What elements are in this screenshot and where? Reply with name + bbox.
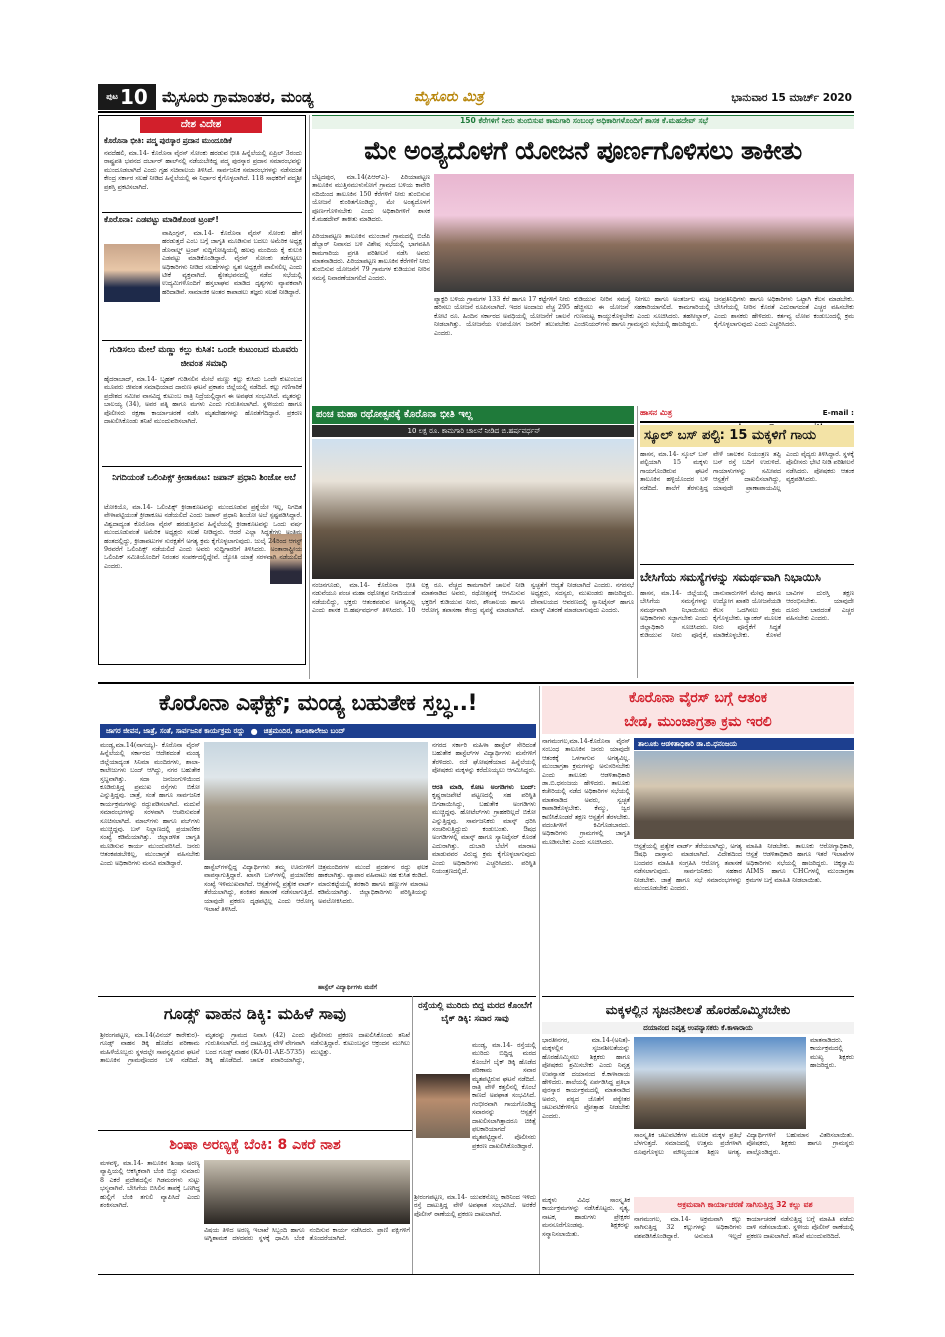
top-story-col4: ಜನಪ್ರತಿನಿಧಿಗಳು ಹಾಗೂ ಅಧಿಕಾರಿಗಳು ಒಟ್ಟಾಗಿ ಕೆಲಸ ಮಾಡಬೇಕು. ಬೇಸಿಗೆಯಲ್ಲಿ ನೀರಿನ ಕೊರತೆ ಎದುರಾಗದಂತೆ ಎಚ್ಚರ ವಹಿಸಬೇಕು ಎಂದು ಶಾಸಕರು ಹೇಳಿದರು. ಕರ್ತವ್ಯ ಲೋಪ ಕಂಡುಬಂದಲ್ಲಿ ಕ್ರಮ ಕೈಗೊಳ್ಳಲಾಗುವುದು ಎಂದು ಎಚ್ಚರಿಸಿದರು. xyxy=(714,296,854,329)
column-rule xyxy=(539,686,540,1274)
top-story-col1: ಬೆಟ್ಟದಪುರ, ಮಾ.14(ಪಿಆರ್‌ಎ)- ಪಿರಿಯಾಪಟ್ಟಣ ತಾಲೂಕಿನ ಮುತ್ತಿನಮುಳುಸೋಗೆ ಗ್ರಾಮದ ಬಳಿಯ ಕಾವೇರಿ ನದಿಯಿಂದ ತಾಲೂಕಿನ 150 ಕೆರೆಗಳಿಗೆ ನೀರು ತುಂಬಿಸುವ ಯೋಜನೆ ಕುಂಠಿತಗೊಂಡಿದ್ದು, ಮೇ ಅಂತ್ಯದೊಳಗೆ ಪೂರ್ಣಗೊಳಿಸಬೇಕು ಎಂದು ಅಧಿಕಾರಿಗಳಿಗೆ ಶಾಸಕ ಕೆ.ಮಹದೇವ್ ತಾಕೀತು ಮಾಡಿದರು. ಪಿರಿಯಾಪಟ್ಟಣ ತಾಲೂಕಿನ ಮುಂಜಾನೆ ಗ್ರಾಮದಲ್ಲಿ ಬಿಜೆಪಿ ಹೆಬ್ಬಾರ್ ನಿವಾಸದ ಬಳಿ ವಿಶೇಷ ಸಭೆಯಲ್ಲಿ ಭಾಗವಹಿಸಿ ಕಾಮಗಾರಿಯ ಪ್ರಗತಿ ಪರಿಶೀಲನೆ ನಡೆಸಿ ಅವರು ಮಾತನಾಡಿದರು. ಪಿರಿಯಾಪಟ್ಟಣ ತಾಲೂಕಿನ ಕೆರೆಗಳಿಗೆ ನೀರು ತುಂಬಿಸುವ ಯೋಜನೆಗೆ 79 ಗ್ರಾಮಗಳ ಕುಡಿಯುವ ನೀರಿನ ಸಮಸ್ಯೆ ನಿವಾರಣೆಯಾಗಲಿದೆ ಎಂದರು. xyxy=(312,174,430,282)
hassan-text2: ಹಾಸನ, ಮಾ.14- ಜಿಲ್ಲೆಯಲ್ಲಿ ಬೇಸಿಗೆಯ ಸಮಸ್ಯೆಗಳನ್ನು ಸಮರ್ಥವಾಗಿ ನಿಭಾಯಿಸಲು ಅಧಿಕಾರಿಗಳು ಸಜ್ಜಾಗಬೇಕು ಎಂದು ಜಿಲ್ಲಾಧಿಕಾರಿ ಸೂಚಿಸಿದರು. ಕುಡಿಯುವ ನೀರು ಪೂರೈಕೆ, ಜಾನುವಾರುಗಳಿಗೆ ಮೇವು ಹಾಗೂ ಉದ್ಯೋಗ ಖಾತರಿ ಯೋಜನೆಯಡಿ ಕೆಲಸ ಒದಗಿಸಲು ಕ್ರಮ ಕೈಗೊಳ್ಳಬೇಕು. ಟ್ಯಾಂಕರ್ ಮೂಲಕ ನೀರು ಪೂರೈಕೆಗೆ ಸಿದ್ಧತೆ ಮಾಡಿಕೊಳ್ಳಬೇಕು. ಕೊಳವೆ ಬಾವಿಗಳ ದುರಸ್ತಿ ತಕ್ಷಣ ಆರಂಭಿಸಬೇಕು. ಯಾವುದೇ ದೂರು ಬಾರದಂತೆ ಎಚ್ಚರ ವಹಿಸಬೇಕು ಎಂದರು. xyxy=(640,590,854,640)
desha-item2-text: ವಾಷಿಂಗ್ಟನ್, ಮಾ.14- ಕೊರೊನಾ ವೈರಸ್ ಸೋಂಕು ಹೇಗೆ ಹರಡುತ್ತದೆ ಎಂಬ ಬಗ್ಗೆ ಜಾಗೃತಿ ಮೂಡಿಸುವ ಬದಲು ಅಮೆರಿಕ ಅಧ್ಯಕ್ಷ ಡೊನಾಲ್ಡ್ ಟ್ರಂಪ್ ಸುದ್ದಿಗೋಷ್ಠಿಯಲ್ಲಿ ಹಲವು ಮಂದಿಯ ಕೈ ಕುಲುಕಿ ಎಡವಟ್ಟು ಮಾಡಿಕೊಂಡಿದ್ದಾರೆ. ವೈರಸ್ ಸೋಂಕು ತಡೆಗಟ್ಟಲು ಅಧಿಕಾರಿಗಳು ನೀಡಿದ ಸಲಹೆಗಳನ್ನು ಸ್ವತಃ ಅಧ್ಯಕ್ಷರೇ ಪಾಲಿಸಲಿಲ್ಲ ಎಂದು ಟೀಕೆ ವ್ಯಕ್ತವಾಗಿದೆ. ಶ್ವೇತಭವನದಲ್ಲಿ ನಡೆದ ಸಭೆಯಲ್ಲಿ ಉದ್ಯಮಿಗಳೊಂದಿಗೆ ಹಸ್ತಲಾಘವ ಮಾಡಿದ ದೃಶ್ಯಗಳು ವ್ಯಾಪಕವಾಗಿ ಹರಿದಾಡಿವೆ. ಸಾಮಾಜಿಕ ಅಂತರ ಕಾಪಾಡಲು ತಜ್ಞರು ಸಲಹೆ ನೀಡಿದ್ದಾರೆ. xyxy=(162,230,302,296)
mandya-col4: ನಗರದ ಸರ್ಕಾರಿ ಮಹಿಳಾ ಹಾಸ್ಟೆಲ್ ಸೇರಿದಂತೆ ಬಹುತೇಕ ಹಾಸ್ಟೆಲ್‌ಗಳ ವಿದ್ಯಾರ್ಥಿಗಳು ಮನೆಗಳಿಗೆ ತೆರಳಿದರು. ರಜೆ ಘೋಷಣೆಯಾದ ಹಿನ್ನೆಲೆಯಲ್ಲಿ ಪೋಷಕರು ಮಕ್ಕಳನ್ನು ಕರೆದೊಯ್ಯಲು ಆಗಮಿಸಿದ್ದರು. ಆರತಿ ಮಾಡಿ, ಕೋಟ ಅಂಗಡಿಗಳು ಬಂದ್: ಕೃಷ್ಣರಾಜಪೇಟೆ ಪಟ್ಟಣದಲ್ಲಿ ಸಹ ಪರಿಸ್ಥಿತಿ ಬಿಗಡಾಯಿಸಿದ್ದು, ಬಹುತೇಕ ಅಂಗಡಿಗಳು ಮುಚ್ಚಿದ್ದವು. ಹೋಟೆಲ್‌ಗಳು ಗ್ರಾಹಕರಿಲ್ಲದೆ ಬಿಕೋ ಎನ್ನುತ್ತಿದ್ದವು. ಸಾರ್ವಜನಿಕರು ಮಾಸ್ಕ್ ಧರಿಸಿ ಸಂಚರಿಸುತ್ತಿದ್ದುದು ಕಂಡುಬಂತು. ಔಷಧ ಅಂಗಡಿಗಳಲ್ಲಿ ಮಾಸ್ಕ್ ಹಾಗೂ ಸ್ಯಾನಿಟೈಸರ್ ಕೊರತೆ ಎದುರಾಗಿತ್ತು. ದುಬಾರಿ ಬೆಲೆಗೆ ಮಾರಾಟ ಮಾಡುವವರ ವಿರುದ್ಧ ಕ್ರಮ ಕೈಗೊಳ್ಳಲಾಗುವುದು ಎಂದು ಅಧಿಕಾರಿಗಳು ಎಚ್ಚರಿಸಿದರು. ಪರಿಸ್ಥಿತಿ ನಿಯಂತ್ರಣದಲ್ಲಿದೆ. xyxy=(432,742,536,876)
header-rule xyxy=(98,111,854,113)
creativity-col3: ಸಾಂಸ್ಕೃತಿಕ ಚಟುವಟಿಕೆಗಳ ಮೂಲಕ ಮಕ್ಕಳ ಪ್ರತಿಭೆ ಬೆಳಗುತ್ತದೆ. ಸಮಾಜದಲ್ಲಿ ಉತ್ತಮ ಪ್ರಜೆಗಳಾಗಿ ರೂಪುಗೊಳ್ಳಲು ಮೌಲ್ಯಯುತ ಶಿಕ್ಷಣ ಅಗತ್ಯ. ವಿದ್ಯಾರ್ಥಿಗಳಿಗೆ ಬಹುಮಾನ ವಿತರಿಸಲಾಯಿತು. ಪೋಷಕರು, ಶಿಕ್ಷಕರು ಹಾಗೂ ಗ್ರಾಮಸ್ಥರು ಪಾಲ್ಗೊಂಡಿದ್ದರು. xyxy=(634,1132,854,1156)
top-story-col2: ಪ್ಯಾಕ್ಟರಿ ಬಳಿಯ ಗ್ರಾಮಗಳ 133 ಕೆರೆ ಹಾಗೂ 17 ಕಟ್ಟೆಗಳಿಗೆ ನೀರು ಹರಿಸಲು ಯೋಜನೆ ರೂಪಿಸಲಾಗಿದೆ. ಇದರ ಅಂದಾಜು ವೆಚ್ಚ 295 ಕೋಟಿ ರೂ. ಹಿಂದಿನ ಸರ್ಕಾರದ ಅವಧಿಯಲ್ಲಿ ಯೋಜನೆಗೆ ಚಾಲನೆ ನೀಡಲಾಗಿತ್ತು. ಯೋಜನೆಯ ಉಪಯೋಗ ಜನರಿಗೆ ತಲುಪಬೇಕು ಎಂದರು. xyxy=(434,296,570,337)
desha-item4-text: ಟೋಕಿಯೊ, ಮಾ.14- ಒಲಿಂಪಿಕ್ಸ್ ಕ್ರೀಡಾಕೂಟವನ್ನು ಮುಂದೂಡುವ ಪ್ರಶ್ನೆಯೇ ಇಲ್ಲ, ನಿಗದಿತ ವೇಳಾಪಟ್ಟಿಯಂತೆ ಕ್ರೀಡಾಕೂಟ ನಡೆಯಲಿದೆ ಎಂದು ಜಪಾನ್ ಪ್ರಧಾನಿ ಶಿಂಜೋ ಅಬೆ ಸ್ಪಷ್ಟಪಡಿಸಿದ್ದಾರೆ. ವಿಶ್ವದಾದ್ಯಂತ ಕೊರೊನಾ ವೈರಸ್ ಹರಡುತ್ತಿರುವ ಹಿನ್ನೆಲೆಯಲ್ಲಿ ಕ್ರೀಡಾಕೂಟವನ್ನು ಒಂದು ವರ್ಷ ಮುಂದೂಡುವಂತೆ ಅಮೆರಿಕ ಅಧ್ಯಕ್ಷರು ಸಲಹೆ ನೀಡಿದ್ದರು. ಆದರೆ ಎಲ್ಲಾ ಸಿದ್ಧತೆಗಳು ಅಂತಿಮ ಹಂತದಲ್ಲಿದ್ದು, ಕ್ರೀಡಾಪಟುಗಳ ಸುರಕ್ಷತೆಗೆ ಅಗತ್ಯ ಕ್ರಮ ಕೈಗೊಳ್ಳಲಾಗುವುದು. ಜುಲೈ 24ರಿಂದ ಆಗಸ್ಟ್ 9ರವರೆಗೆ ಒಲಿಂಪಿಕ್ಸ್ ನಡೆಯಲಿದೆ ಎಂದು ಅವರು ಸುದ್ದಿಗಾರರಿಗೆ ತಿಳಿಸಿದರು. ಅಂತಾರಾಷ್ಟ್ರೀಯ ಒಲಿಂಪಿಕ್ ಸಮಿತಿಯೊಂದಿಗೆ ನಿರಂತರ ಸಂಪರ್ಕದಲ್ಲಿದ್ದೇವೆ. ಜ್ಯೋತಿ ಯಾತ್ರೆ ಸರಳವಾಗಿ ನಡೆಯಲಿದೆ ಎಂದರು. xyxy=(104,504,302,570)
road-accident-headline: ರಸ್ತೆಯಲ್ಲಿ ಮುರಿದು ಬಿದ್ದ ಮರದ ಕೊಂಬೆಗೆ ಬೈಕ್ ಡಿಕ್ಕಿ: ಸವಾರ ಸಾವು xyxy=(418,1000,532,1023)
festival-sub: 10 ಲಕ್ಷ ರೂ. ಕಾಮಗಾರಿ ಚಾಲನೆ ನೀಡಿದ ಬಿ.ಹರ್ಷವರ್ಧನ್ xyxy=(407,427,541,435)
column-rule xyxy=(309,115,310,679)
issue-date: ಭಾನುವಾರ 15 ಮಾರ್ಚ್ 2020 xyxy=(731,92,852,104)
divider xyxy=(640,564,854,565)
newspaper-page xyxy=(96,84,856,1274)
festival-headline: ಪಂಚ ಮಹಾ ರಥೋತ್ಸವಕ್ಕೆ ಕೊರೊನಾ ಭೀತಿ ಇಲ್ಲ xyxy=(316,409,473,420)
top-story-kicker: 150 ಕೆರೆಗಳಿಗೆ ನೀರು ತುಂಬಿಸುವ ಕಾಮಗಾರಿ ಸಂಬಂಧ ಅಧಿಕಾರಿಗಳೊಂದಿಗೆ ಶಾಸಕ ಕೆ.ಮಹದೇವ್ ಸಭೆ xyxy=(459,116,709,125)
mandya-caption: ಹಾಸ್ಟೆಲ್ ವಿದ್ಯಾರ್ಥಿಗಳು ಮನೆಗೆ xyxy=(318,984,378,991)
bullet: ● xyxy=(250,726,258,736)
hassan-headline1: ಸ್ಕೂಲ್ ಬಸ್ ಪಲ್ಟಿ: 15 ಮಕ್ಕಳಿಗೆ ಗಾಯ xyxy=(644,428,817,443)
fire-headline: ಶಿಂಷಾ ಅರಣ್ಯಕ್ಕೆ ಬೆಂಕಿ: 8 ಎಕರೆ ನಾಶ xyxy=(169,1137,341,1153)
mandya-col1: ಮಂಡ್ಯ,ಮಾ.14(ನಾಗಯ್ಯ)- ಕೊರೊನಾ ವೈರಸ್ ಹಿನ್ನೆಲೆಯಲ್ಲಿ ಸರ್ಕಾರದ ಆದೇಶದಂತೆ ಮಂಡ್ಯ ಜಿಲ್ಲೆಯಾದ್ಯಂತ ಸಿನಿಮಾ ಮಂದಿರಗಳು, ಶಾಲಾ-ಕಾಲೇಜುಗಳು ಬಂದ್ ಆಗಿದ್ದು, ನಗರ ಬಹುತೇಕ ಸ್ತಬ್ಧವಾಗಿತ್ತು. ಸದಾ ಜನಜಂಗುಳಿಯಿಂದ ಕೂಡಿರುತ್ತಿದ್ದ ಪ್ರಮುಖ ರಸ್ತೆಗಳು ಬಿಕೋ ಎನ್ನುತ್ತಿದ್ದವು. ಜಾತ್ರೆ, ಸಂತೆ ಹಾಗೂ ಸಾರ್ವಜನಿಕ ಕಾರ್ಯಕ್ರಮಗಳನ್ನು ರದ್ದುಪಡಿಸಲಾಗಿದೆ. ಮದುವೆ ಸಮಾರಂಭಗಳನ್ನು ಸರಳವಾಗಿ ಆಚರಿಸುವಂತೆ ಸೂಚಿಸಲಾಗಿದೆ. ಮಾಲ್‌ಗಳು ಹಾಗೂ ಪಬ್‌ಗಳು ಮುಚ್ಚಿದ್ದವು. ಬಸ್ ನಿಲ್ದಾಣದಲ್ಲಿ ಪ್ರಯಾಣಿಕರ ಸಂಖ್ಯೆ ಕಡಿಮೆಯಾಗಿತ್ತು. ಜಿಲ್ಲಾಡಳಿತ ಜಾಗೃತಿ ಮೂಡಿಸುವ ಕಾರ್ಯ ಮುಂದುವರಿಸಿದೆ. ಜನರು ಆತಂಕಪಡಬೇಕಿಲ್ಲ, ಮುಂಜಾಗ್ರತೆ ವಹಿಸಬೇಕು ಎಂದು ಅಧಿಕಾರಿಗಳು ಮನವಿ ಮಾಡಿದ್ದಾರೆ. xyxy=(100,742,200,867)
right-corona-caption: ತಾಲೂಕು ಆಡಳಿತಾಧಿಕಾರಿ ಡಾ.ಬಿ.ಧನಂಜಯ xyxy=(638,740,738,748)
fire-text3: ಶ್ರೀರಂಗಪಟ್ಟಣ, ಮಾ.14- ಯುವಕನೊಬ್ಬ ಕಾರಿನಿಂದ ಇಳಿದು ರಸ್ತೆ ದಾಟುತ್ತಿದ್ದ ವೇಳೆ ಅಪಘಾತ ಸಂಭವಿಸಿದೆ. ಅರಕೆರೆ ಪೊಲೀಸ್ ಠಾಣೆಯಲ್ಲಿ ಪ್ರಕರಣ ದಾಖಲಾಗಿದೆ. xyxy=(414,1194,536,1218)
page-label: ಪುಟ xyxy=(106,92,118,101)
top-story-col3: ಕುಡಿಯುವ ನೀರಿನ ಸಮಸ್ಯೆ ನೀಗಲು ಹಾಗೂ ಅಂತರ್ಜಲ ಮಟ್ಟ ಹೆಚ್ಚಿಸಲು ಈ ಯೋಜನೆ ಸಹಕಾರಿಯಾಗಲಿದೆ. ಕಾಮಗಾರಿಯಲ್ಲಿ ಗುಣಮಟ್ಟ ಕಾಯ್ದುಕೊಳ್ಳಬೇಕು ಎಂದು ಸೂಚಿಸಿದರು. ತಹಸೀಲ್ದಾರ್, ಎಂಜಿನಿಯರ್‌ಗಳು ಹಾಗೂ ಗ್ರಾಮಸ್ಥರು ಸಭೆಯಲ್ಲಿ ಹಾಜರಿದ್ದರು. xyxy=(574,296,710,329)
mining-text: ನಾಗಮಂಗಲ, ಮಾ.14- ಅಕ್ರಮವಾಗಿ ಕಲ್ಲು ಸಾಗಿಸುತ್ತಿದ್ದ 32 ಕಲ್ಲುಗಳನ್ನು ಅಧಿಕಾರಿಗಳು ವಶಪಡಿಸಿಕೊಂಡಿದ್ದಾರೆ. ಅನುಮತಿ ಇಲ್ಲದೆ ಕಾರ್ಯಾಚರಣೆ ನಡೆಸುತ್ತಿದ್ದ ಬಗ್ಗೆ ಮಾಹಿತಿ ಪಡೆದು ದಾಳಿ ನಡೆಸಲಾಯಿತು. ಸ್ಥಳೀಯ ಪೊಲೀಸ್ ಠಾಣೆಯಲ್ಲಿ ಪ್ರಕರಣ ದಾಖಲಾಗಿದೆ. ತನಿಖೆ ಮುಂದುವರಿದಿದೆ. xyxy=(634,1216,854,1240)
hassan-label: ಹಾಸನ ಮಿತ್ರ xyxy=(640,408,673,417)
official-meeting-photo xyxy=(634,751,854,839)
hassan-text1: ಹಾಸನ, ಮಾ.14- ಸ್ಕೂಲ್ ಬಸ್ ಪಲ್ಟಿಯಾಗಿ 15 ಮಕ್ಕಳು ಗಾಯಗೊಂಡಿರುವ ಘಟನೆ ತಾಲೂಕಿನ ಹಳ್ಳಿಯೊಂದರ ಬಳಿ ನಡೆದಿದೆ. ಶಾಲೆಗೆ ತೆರಳುತ್ತಿದ್ದ ವೇಳೆ ಚಾಲಕನ ನಿಯಂತ್ರಣ ತಪ್ಪಿ ಬಸ್ ರಸ್ತೆ ಬದಿಗೆ ಉರುಳಿದೆ. ಗಾಯಾಳುಗಳನ್ನು ಸಮೀಪದ ಆಸ್ಪತ್ರೆಗೆ ದಾಖಲಿಸಲಾಗಿದ್ದು, ಯಾವುದೇ ಪ್ರಾಣಾಪಾಯವಿಲ್ಲ ಎಂದು ವೈದ್ಯರು ತಿಳಿಸಿದ್ದಾರೆ. ಸ್ಥಳಕ್ಕೆ ಪೊಲೀಸರು ಭೇಟಿ ನೀಡಿ ಪರಿಶೀಲನೆ ನಡೆಸಿದರು. ಪೋಷಕರು ಆತಂಕ ವ್ಯಕ್ತಪಡಿಸಿದರು. xyxy=(640,451,854,492)
mandya-strap2: ಚಿತ್ರಮಂದಿರ, ಶಾಲಾಕಾಲೇಜು ಬಂದ್ xyxy=(263,726,346,735)
goods-text: ಶ್ರೀರಂಗಪಟ್ಟಣ, ಮಾ.14(ವಿನಯ್ ಕಾರೇಕುರ)- ಗೂಡ್ಸ್ ವಾಹನ ಡಿಕ್ಕಿ ಹೊಡೆದ ಪರಿಣಾಮ ಮಹಿಳೆಯೊಬ್ಬರು ಸ್ಥಳದಲ್ಲೇ ಸಾವನ್ನಪ್ಪಿರುವ ಘಟನೆ ತಾಲೂಕಿನ ಗ್ರಾಮವೊಂದರ ಬಳಿ ನಡೆದಿದೆ. ಮೃತರನ್ನು ಗ್ರಾಮದ ನಿವಾಸಿ (42) ಎಂದು ಗುರುತಿಸಲಾಗಿದೆ. ರಸ್ತೆ ದಾಟುತ್ತಿದ್ದ ವೇಳೆ ವೇಗವಾಗಿ ಬಂದ ಗೂಡ್ಸ್ ವಾಹನ (KA-01-AE-5735) ಡಿಕ್ಕಿ ಹೊಡೆದಿದೆ. ಚಾಲಕ ಪರಾರಿಯಾಗಿದ್ದು, ಪೊಲೀಸರು ಪ್ರಕರಣ ದಾಖಲಿಸಿಕೊಂಡು ತನಿಖೆ ನಡೆಸುತ್ತಿದ್ದಾರೆ. ಕುಟುಂಬಸ್ಥರ ಆಕ್ರಂದನ ಮುಗಿಲು ಮುಟ್ಟಿತ್ತು. xyxy=(100,1032,410,1065)
right-corona-headline1: ಕೊರೊನಾ ವೈರಸ್ ಬಗ್ಗೆ ಆತಂಕ xyxy=(629,690,767,706)
creativity-photo xyxy=(634,1037,806,1129)
divider xyxy=(102,340,302,341)
divider xyxy=(542,996,854,997)
section-title: ಮೈಸೂರು ಗ್ರಾಮಾಂತರ, ಮಂಡ್ಯ xyxy=(162,88,314,106)
mid-rule xyxy=(98,682,854,684)
divider xyxy=(98,996,536,997)
hassan-headline2: ಬೇಸಿಗೆಯ ಸಮಸ್ಯೆಗಳನ್ನು ಸಮರ್ಥವಾಗಿ ನಿಭಾಯಿಸಿ xyxy=(640,570,821,584)
desha-item3-text: ಹೈದರಾಬಾದ್, ಮಾ.14- ಬೃಹತ್ ಗುಡಿಸಲಿನ ಮೇಲೆ ಮಣ್ಣು ಕಲ್ಲು ಕುಸಿದು ಒಂದೇ ಕುಟುಂಬದ ಮೂವರು ಜೀವಂತ ಸಮಾಧಿಯಾದ ದಾರುಣ ಘಟನೆ ಪ್ರಕಾಶಂ ಜಿಲ್ಲೆಯಲ್ಲಿ ನಡೆದಿದೆ. ಕಲ್ಲು ಗಣಿಗಾರಿಕೆ ಪ್ರದೇಶದ ಸಮೀಪ ವಾಸವಿದ್ದ ಕುಟುಂಬ ರಾತ್ರಿ ನಿದ್ರೆಯಲ್ಲಿದ್ದಾಗ ಈ ಅವಘಡ ಸಂಭವಿಸಿದೆ. ಮೃತರನ್ನು ಬಾಲಯ್ಯ (34), ಅವರ ಪತ್ನಿ ಹಾಗೂ ಮಗಳು ಎಂದು ಗುರುತಿಸಲಾಗಿದೆ. ಸ್ಥಳೀಯರು ಹಾಗೂ ಪೊಲೀಸರು ರಕ್ಷಣಾ ಕಾರ್ಯಾಚರಣೆ ನಡೆಸಿ ಮೃತದೇಹಗಳನ್ನು ಹೊರತೆಗೆದಿದ್ದಾರೆ. ಪ್ರಕರಣ ದಾಖಲಿಸಿಕೊಂಡು ತನಿಖೆ ಮುಂದುವರಿಸಲಾಗಿದೆ. xyxy=(104,376,302,426)
creativity-col2: ಮಾತನಾಡಿದರು. ಕಾರ್ಯಕ್ರಮದಲ್ಲಿ ಮುಖ್ಯ ಶಿಕ್ಷಕರು ಹಾಜರಿದ್ದರು. xyxy=(810,1037,854,1070)
road-accident-text: ಮಂಡ್ಯ, ಮಾ.14- ರಸ್ತೆಯಲ್ಲಿ ಮುರಿದು ಬಿದ್ದಿದ್ದ ಮರದ ಕೊಂಬೆಗೆ ಬೈಕ್ ಡಿಕ್ಕಿ ಹೊಡೆದ ಪರಿಣಾಮ ಸವಾರ ಮೃತಪಟ್ಟಿರುವ ಘಟನೆ ನಡೆದಿದೆ. ರಾತ್ರಿ ವೇಳೆ ಕತ್ತಲಿನಲ್ಲಿ ಕೊಂಬೆ ಕಾಣದೆ ಅಪಘಾತ ಸಂಭವಿಸಿದೆ. ಗಂಭೀರವಾಗಿ ಗಾಯಗೊಂಡಿದ್ದ ಸವಾರನನ್ನು ಆಸ್ಪತ್ರೆಗೆ ದಾಖಲಿಸಲಾಗಿತ್ತಾದರೂ ಚಿಕಿತ್ಸೆ ಫಲಕಾರಿಯಾಗದೆ ಮೃತಪಟ್ಟಿದ್ದಾನೆ. ಪೊಲೀಸರು ಪ್ರಕರಣ ದಾಖಲಿಸಿಕೊಂಡಿದ್ದಾರೆ. xyxy=(472,1042,536,1150)
forest-fire-photo xyxy=(204,1160,410,1224)
page-number: 10 xyxy=(119,85,148,109)
goods-headline: ಗೂಡ್ಸ್ ವಾಹನ ಡಿಕ್ಕಿ: ಮಹಿಳೆ ಸಾವು xyxy=(163,1004,347,1023)
mandya-col3: ಚಿತ್ರಮಂದಿರಗಳ ಮುಂದೆ ಪ್ರದರ್ಶನ ರದ್ದು ಫಲಕ ಹಾಕಲಾಗಿತ್ತು. ವ್ಯಾಪಾರ ವಹಿವಾಟು ಸಹ ಕುಸಿತ ಕಂಡಿದೆ. ಮಾರುಕಟ್ಟೆಯಲ್ಲಿ ತರಕಾರಿ ಹಾಗೂ ಹಣ್ಣುಗಳ ಮಾರಾಟ ಕಡಿಮೆಯಾಗಿತ್ತು. ಜಿಲ್ಲಾಧಿಕಾರಿಗಳು ಪರಿಸ್ಥಿತಿಯನ್ನು ಅವಲೋಕಿಸಿದರು. xyxy=(318,864,428,905)
creativity-sub: ದಯಾನಂದ ನಿವೃತ್ತ ಉಪನ್ಯಾಸಕರು ಕೆ.ಕಾಳಾರಾಯ xyxy=(643,1024,753,1032)
creativity-col1: ಭಾರತೀನಗರ, ಮಾ.14-(ಅನಿತ)- ಮಕ್ಕಳಲ್ಲಿನ ಸೃಜನಶೀಲತೆಯನ್ನು ಹೊರಹೊಮ್ಮಿಸಲು ಶಿಕ್ಷಕರು ಹಾಗೂ ಪೋಷಕರು ಶ್ರಮಿಸಬೇಕು ಎಂದು ನಿವೃತ್ತ ಉಪನ್ಯಾಸಕ ದಯಾನಂದ ಕೆ.ಕಾಳಾರಾಯ ಹೇಳಿದರು. ಶಾಲೆಯಲ್ಲಿ ಏರ್ಪಡಿಸಿದ್ದ ಪ್ರತಿಭಾ ಪುರಸ್ಕಾರ ಕಾರ್ಯಕ್ರಮದಲ್ಲಿ ಮಾತನಾಡಿದ ಅವರು, ಪಠ್ಯದ ಜೊತೆಗೆ ಪಠ್ಯೇತರ ಚಟುವಟಿಕೆಗಳಿಗೂ ಪ್ರೋತ್ಸಾಹ ನೀಡಬೇಕು ಎಂದರು. xyxy=(542,1037,630,1120)
masthead: ಮೈಸೂರು ಮಿತ್ರ xyxy=(414,89,484,105)
mandya-strap1: ಜಾಗರ ಜೀವನ, ಜಾತ್ರೆ, ಸಂತೆ, ಸಾರ್ವಜನಿಕ ಕಾರ್ಯಕ್ರಮ ರದ್ದು xyxy=(106,726,245,735)
desha-item3-title: ಗುಡಿಸಲು ಮೇಲೆ ಮಣ್ಣು ಕಲ್ಲು ಕುಸಿತ: ಒಂದೇ ಕುಟುಂಬದ ಮೂವರು ಜೀವಂತ ಸಮಾಧಿ xyxy=(109,345,299,369)
mandya-col2: ಹಾಸ್ಟೆಲ್‌ಗಳಲ್ಲಿದ್ದ ವಿದ್ಯಾರ್ಥಿಗಳು ತಮ್ಮ ಊರುಗಳಿಗೆ ವಾಪಸ್ಸಾಗುತ್ತಿದ್ದಾರೆ. ಖಾಸಗಿ ಬಸ್‌ಗಳಲ್ಲಿ ಪ್ರಯಾಣಿಕರ ಸಂಖ್ಯೆ ಇಳಿಮುಖವಾಗಿದೆ. ಆಸ್ಪತ್ರೆಗಳಲ್ಲಿ ಪ್ರತ್ಯೇಕ ವಾರ್ಡ್ ತೆರೆಯಲಾಗಿದ್ದು, ಶಂಕಿತರ ತಪಾಸಣೆ ನಡೆಸಲಾಗುತ್ತಿದೆ. ಯಾವುದೇ ಪ್ರಕರಣ ದೃಢಪಟ್ಟಿಲ್ಲ ಎಂದು ಆರೋಗ್ಯ ಇಲಾಖೆ ತಿಳಿಸಿದೆ. xyxy=(204,864,314,914)
festival-photo xyxy=(312,439,634,579)
mining-headline: ಅಕ್ರಮವಾಗಿ ಕಾರ್ಯಾಚರಣೆ ಸಾಗಿಸುತ್ತಿದ್ದ 32 ಕಲ್ಲು ವಶ xyxy=(677,1200,813,1209)
creativity-headline: ಮಕ್ಕಳಲ್ಲಿನ ಸೃಜನಶೀಲತೆ ಹೊರಹೊಮ್ಮಿಸಬೇಕು xyxy=(605,1002,791,1017)
divider xyxy=(102,212,302,213)
desha-item1-title: ಕೊರೊನಾ ಭೀತಿ: ಪದ್ಮ ಪುರಸ್ಕಾರ ಪ್ರದಾನ ಮುಂದೂಡಿಕೆ xyxy=(104,136,232,145)
hassan-rule xyxy=(640,421,854,423)
festival-text: ನಂಜನಗೂಡು, ಮಾ.14- ಕೊರೊನಾ ಭೀತಿ ನಡುವೆಯೂ ಪಂಚ ಮಹಾ ರಥೋತ್ಸವ ನಿಗದಿಯಂತೆ ನಡೆಯಲಿದ್ದು, ಭಕ್ತರು ಆತಂಕಪಡುವ ಅಗತ್ಯವಿಲ್ಲ ಎಂದು ಶಾಸಕ ಬಿ.ಹರ್ಷವರ್ಧನ್ ತಿಳಿಸಿದರು. 10 ಲಕ್ಷ ರೂ. ವೆಚ್ಚದ ಕಾಮಗಾರಿಗೆ ಚಾಲನೆ ನೀಡಿ ಮಾತನಾಡಿದ ಅವರು, ರಥೋತ್ಸವಕ್ಕೆ ಆಗಮಿಸುವ ಭಕ್ತರಿಗೆ ಕುಡಿಯುವ ನೀರು, ಶೌಚಾಲಯ ಹಾಗೂ ಆರೋಗ್ಯ ತಪಾಸಣಾ ಕೇಂದ್ರ ವ್ಯವಸ್ಥೆ ಮಾಡಲಾಗಿದೆ. ಸ್ವಚ್ಛತೆಗೆ ಆದ್ಯತೆ ನೀಡಲಾಗಿದೆ ಎಂದರು. ನಗರಸಭೆ ಅಧ್ಯಕ್ಷರು, ಸದಸ್ಯರು, ಮುಖಂಡರು ಹಾಜರಿದ್ದರು. ದೇವಾಲಯದ ಆವರಣದಲ್ಲಿ ಸ್ಯಾನಿಟೈಸರ್ ಹಾಗೂ ಮಾಸ್ಕ್ ವಿತರಣೆ ಮಾಡಲಾಗುವುದು ಎಂದರು. xyxy=(312,582,634,615)
fire-text1: ಮಳವಳ್ಳಿ, ಮಾ.14- ತಾಲೂಕಿನ ಶಿಂಷಾ ಅರಣ್ಯ ವ್ಯಾಪ್ತಿಯಲ್ಲಿ ಆಕಸ್ಮಿಕವಾಗಿ ಬೆಂಕಿ ಬಿದ್ದು ಸುಮಾರು 8 ಎಕರೆ ಪ್ರದೇಶದಲ್ಲಿನ ಗಿಡಮರಗಳು ಸುಟ್ಟು ಭಸ್ಮವಾಗಿವೆ. ಬೇಸಿಗೆಯ ಬಿಸಿಲಿನ ತಾಪಕ್ಕೆ ಒಣಗಿದ್ದ ಹುಲ್ಲಿಗೆ ಬೆಂಕಿ ತಗುಲಿ ವ್ಯಾಪಿಸಿದೆ ಎಂದು ಶಂಕಿಸಲಾಗಿದೆ. xyxy=(100,1160,200,1210)
desha-item2-title: ಕೊರೊನಾ: ಎಡವಟ್ಟು ಮಾಡಿಕೊಂಡ ಟ್ರಂಪ್! xyxy=(104,215,219,224)
column-rule xyxy=(412,996,413,1274)
page-number-badge xyxy=(98,84,156,110)
right-corona-headline2: ಬೇಡ, ಮುಂಜಾಗ್ರತಾ ಕ್ರಮ ಇರಲಿ xyxy=(624,714,772,730)
creativity-col4: ಮಕ್ಕಳು ವಿವಿಧ ಸಾಂಸ್ಕೃತಿಕ ಕಾರ್ಯಕ್ರಮಗಳನ್ನು ನಡೆಸಿಕೊಟ್ಟರು. ನೃತ್ಯ, ನಾಟಕ, ಹಾಡುಗಳು ಪ್ರೇಕ್ಷಕರ ಮನಸೂರೆಗೊಂಡವು. ಶಿಕ್ಷಕರನ್ನು ಸನ್ಮಾನಿಸಲಾಯಿತು. xyxy=(542,1197,630,1238)
desha-item1-text: ನವದೆಹಲಿ, ಮಾ.14- ಕೊರೊನಾ ವೈರಸ್ ಸೋಂಕು ಹರಡುವ ಭೀತಿ ಹಿನ್ನೆಲೆಯಲ್ಲಿ ಏಪ್ರಿಲ್ 3ರಂದು ರಾಷ್ಟ್ರಪತಿ ಭವನದ ದರ್ಬಾರ್ ಹಾಲ್‌ನಲ್ಲಿ ನಡೆಯಬೇಕಿದ್ದ ಪದ್ಮ ಪುರಸ್ಕಾರ ಪ್ರದಾನ ಸಮಾರಂಭವನ್ನು ಮುಂದೂಡಲಾಗಿದೆ ಎಂದು ಗೃಹ ಸಚಿವಾಲಯ ತಿಳಿಸಿದೆ. ಸಾರ್ವಜನಿಕ ಸಮಾರಂಭಗಳನ್ನು ನಡೆಸದಂತೆ ಕೇಂದ್ರ ಸರ್ಕಾರ ಸಲಹೆ ನೀಡಿದ ಹಿನ್ನೆಲೆಯಲ್ಲಿ ಈ ನಿರ್ಧಾರ ಕೈಗೊಳ್ಳಲಾಗಿದೆ. 118 ಸಾಧಕರಿಗೆ ಪದ್ಮಶ್ರೀ ಪ್ರಶಸ್ತಿ ಪ್ರಕಟಿಸಲಾಗಿದೆ. xyxy=(104,150,302,191)
right-corona-col1: ನಾಗಮಂಗಲ,ಮಾ.14-ಕೊರೊನಾ ವೈರಸ್ ಸಂಬಂಧ ತಾಲೂಕಿನ ಜನರು ಯಾವುದೇ ಆತಂಕಕ್ಕೆ ಒಳಗಾಗುವ ಅಗತ್ಯವಿಲ್ಲ. ಮುಂಜಾಗ್ರತಾ ಕ್ರಮಗಳನ್ನು ಅನುಸರಿಸಬೇಕು ಎಂದು ತಾಲೂಕು ಆಡಳಿತಾಧಿಕಾರಿ ಡಾ.ಬಿ.ಧನಂಜಯ ಹೇಳಿದರು. ತಾಲೂಕು ಕಚೇರಿಯಲ್ಲಿ ನಡೆದ ಅಧಿಕಾರಿಗಳ ಸಭೆಯಲ್ಲಿ ಮಾತನಾಡಿದ ಅವರು, ಸ್ವಚ್ಛತೆ ಕಾಪಾಡಿಕೊಳ್ಳಬೇಕು. ಕೆಮ್ಮು, ಜ್ವರ ಕಾಣಿಸಿಕೊಂಡರೆ ತಕ್ಷಣ ಆಸ್ಪತ್ರೆಗೆ ತೆರಳಬೇಕು. ವದಂತಿಗಳಿಗೆ ಕಿವಿಗೊಡಬಾರದು. ಅಧಿಕಾರಿಗಳು ಗ್ರಾಮಗಳಲ್ಲಿ ಜಾಗೃತಿ ಮೂಡಿಸಬೇಕು ಎಂದು ಸೂಚಿಸಿದರು. xyxy=(542,738,630,846)
divider xyxy=(98,1130,412,1131)
mandya-strap-bar xyxy=(100,724,536,738)
footer-rule xyxy=(98,1274,854,1275)
divider xyxy=(102,466,302,467)
column-rule xyxy=(637,406,638,678)
desha-videsha-label: ದೇಶ ವಿದೇಶ xyxy=(140,117,262,133)
desha-item4-title: ನಿಗದಿಯಂತೆ ಒಲಿಂಪಿಕ್ಸ್ ಕ್ರೀಡಾಕೂಟ: ಜಪಾನ್ ಪ್ರಧಾನಿ ಶಿಂಜೋ ಅಬೆ xyxy=(112,472,296,482)
mandya-headline: ಕೊರೊನಾ ಎಫೆಕ್ಟ್; ಮಂಡ್ಯ ಬಹುತೇಕ ಸ್ತಬ್ಧ..! xyxy=(158,691,478,716)
fire-text2: ವಿಷಯ ತಿಳಿದ ಅರಣ್ಯ ಇಲಾಖೆ ಸಿಬ್ಬಂದಿ ಹಾಗೂ ಅಗ್ನಿಶಾಮಕ ದಳದವರು ಸ್ಥಳಕ್ಕೆ ಧಾವಿಸಿ ಬೆಂಕಿ ನಂದಿಸುವ ಕಾರ್ಯ ನಡೆಸಿದರು. ಪ್ರಾಣಿ ಪಕ್ಷಿಗಳಿಗೆ ತೊಂದರೆಯಾಗಿದೆ. xyxy=(204,1227,410,1243)
hassan-email: E-mail : xyxy=(822,408,854,417)
mandya-street-photo xyxy=(204,742,428,860)
right-corona-col2: ಆಸ್ಪತ್ರೆಯಲ್ಲಿ ಪ್ರತ್ಯೇಕ ವಾರ್ಡ್ ತೆರೆಯಲಾಗಿದ್ದು, ಅಗತ್ಯ ಔಷಧಿ ದಾಸ್ತಾನು ಮಾಡಲಾಗಿದೆ. ವಿದೇಶದಿಂದ ಬಂದವರ ಮಾಹಿತಿ ಸಂಗ್ರಹಿಸಿ ಆರೋಗ್ಯ ತಪಾಸಣೆ ನಡೆಸಲಾಗುವುದು. ಸಾರ್ವಜನಿಕರು ಸಹಕಾರ ನೀಡಬೇಕು. ಜಾತ್ರೆ ಹಾಗೂ ಸಭೆ ಸಮಾರಂಭಗಳನ್ನು ಮುಂದೂಡಬೇಕು ಎಂದರು. xyxy=(634,843,742,893)
right-corona-col3: ಮಾಹಿತಿ ನೀಡಬೇಕು. ತಾಲೂಕು ಆರೋಗ್ಯಾಧಿಕಾರಿ, ಆಸ್ಪತ್ರೆ ಆಡಳಿತಾಧಿಕಾರಿ ಹಾಗೂ ಇತರೆ ಇಲಾಖೆಗಳ ಅಧಿಕಾರಿಗಳು ಸಭೆಯಲ್ಲಿ ಹಾಜರಿದ್ದರು. ಚಿಕ್ಕಸ್ವಾಮಿ AIMS ಹಾಗೂ CHCಗಳಲ್ಲಿ ಮುಂಜಾಗ್ರತಾ ಕ್ರಮಗಳ ಬಗ್ಗೆ ಮಾಹಿತಿ ನೀಡಲಾಯಿತು. xyxy=(746,843,854,884)
top-story-headline: ಮೇ ಅಂತ್ಯದೊಳಗೆ ಯೋಜನೆ ಪೂರ್ಣಗೊಳಿಸಲು ತಾಕೀತು xyxy=(364,136,802,165)
